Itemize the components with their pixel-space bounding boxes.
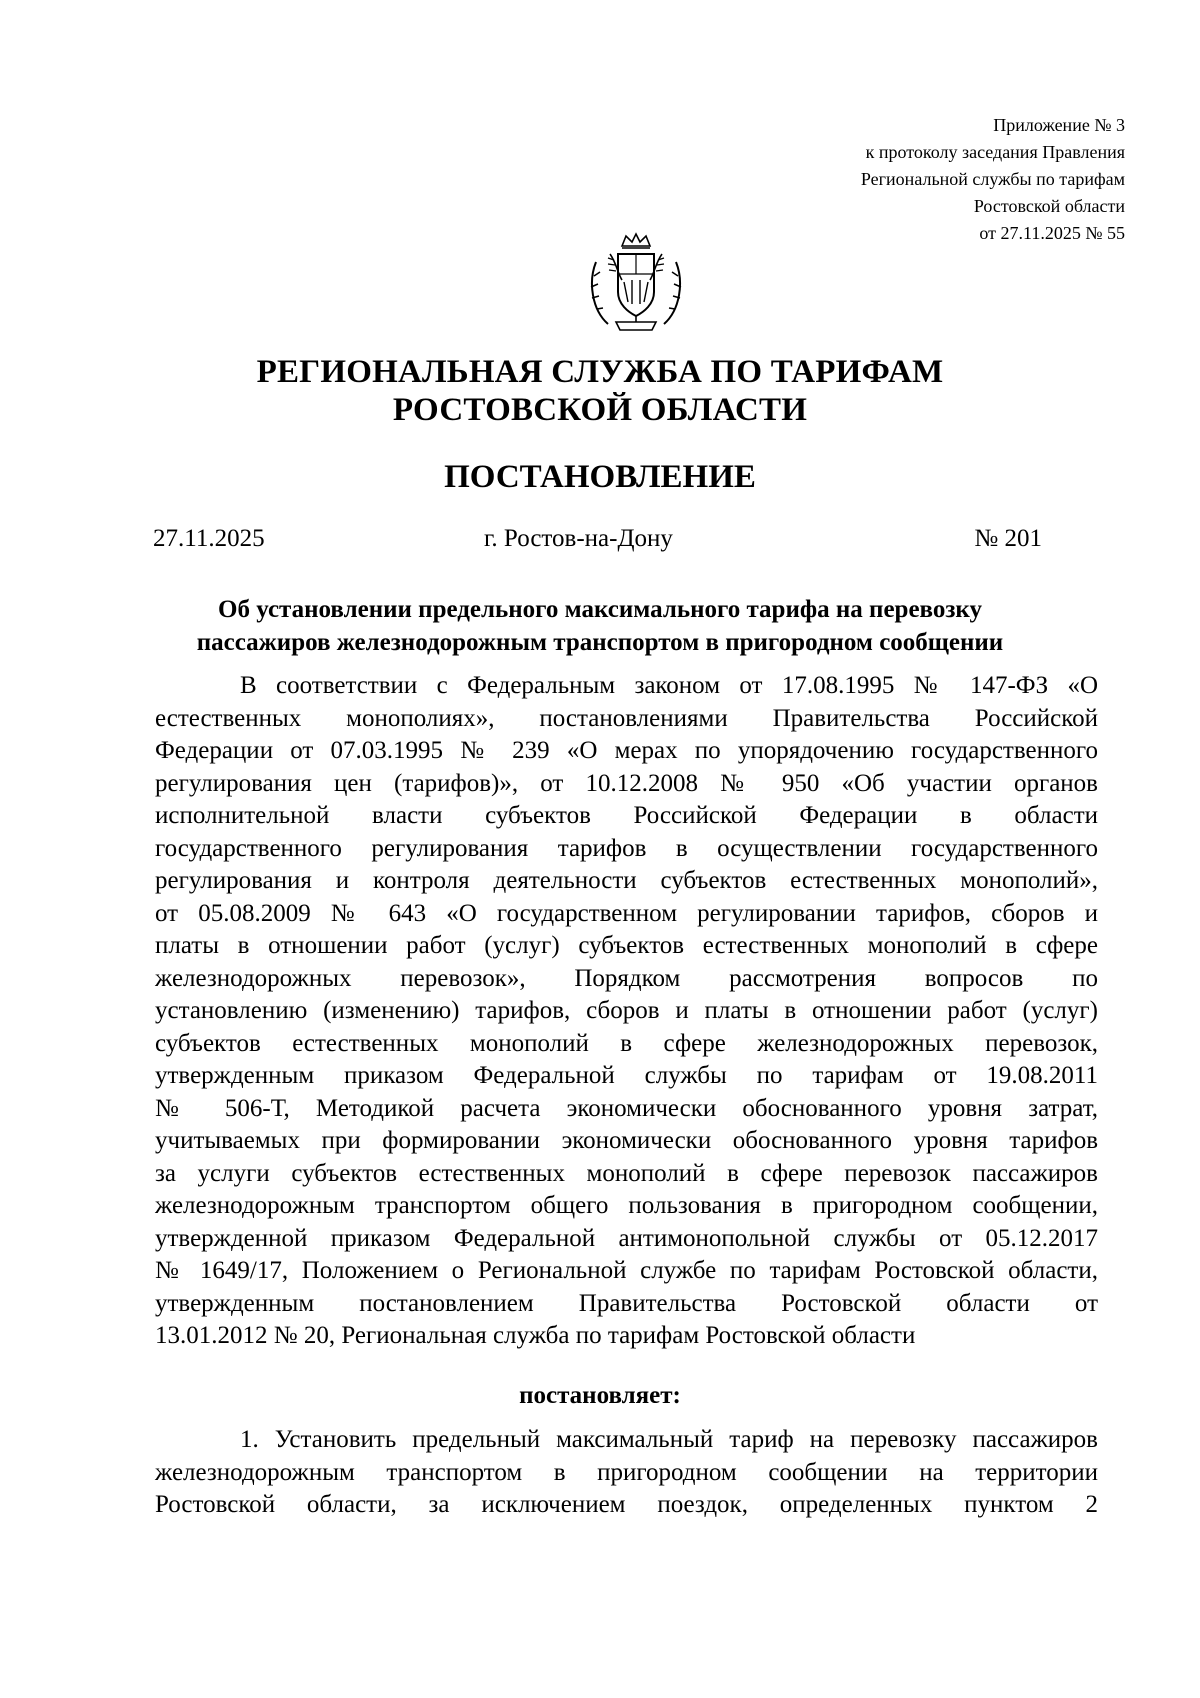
text-line: от 05.08.2009 № 643 «О государственном регулировании тарифов, сборов и <box>155 899 1098 927</box>
agency-name <box>0 353 1200 429</box>
text-line: исполнительной власти субъектов Российской Федерации в области <box>155 802 1098 829</box>
document-number: № 201 <box>974 525 1042 552</box>
text-line: № 1649/17, Положением о Региональной службе по тарифам Ростовской области, <box>155 1257 1098 1284</box>
text-line: железнодорожным транспортом общего пользования в пригородном сообщении, <box>155 1192 1098 1219</box>
text-line: за услуги субъектов естественных монополий в сфере перевозок пассажиров <box>155 1159 1098 1187</box>
text-line: государственного регулирования тарифов в осуществлении государственного <box>155 834 1098 862</box>
agency-name-line: РОСТОВСКОЙ ОБЛАСТИ <box>392 392 808 428</box>
text-line: субъектов естественных монополий в сфере железнодорожных перевозок, <box>155 1029 1098 1057</box>
text-line: утвержденным постановлением Правительства Ростовской области от <box>155 1289 1098 1317</box>
appendix-line: к протоколу заседания Правления <box>865 142 1125 162</box>
appendix-line: Региональной службы по тарифам <box>860 169 1125 189</box>
text-line: регулирования цен (тарифов)», от 10.12.2008 № 950 «Об участии органов <box>155 769 1098 797</box>
appendix-note <box>861 112 1125 247</box>
appendix-line: Приложение № 3 <box>993 115 1125 135</box>
text-line: учитываемых при формировании экономически обоснованного уровня тарифов <box>155 1127 1098 1154</box>
appendix-line: Ростовской области <box>973 196 1125 216</box>
subject-line: Об установлении предельного максимального тарифа на перевозку <box>218 596 982 623</box>
document-city: г. Ростов-на-Дону <box>484 525 673 552</box>
coat-of-arms-icon <box>586 232 686 334</box>
text-line: Федерации от 07.03.1995 № 239 «О мерах по упорядочению государственного <box>155 737 1098 764</box>
item-1-paragraph <box>155 1424 1098 1522</box>
document-type: ПОСТАНОВЛЕНИЕ <box>444 459 756 495</box>
text-line: № 506-Т, Методикой расчета экономически обоснованного уровня затрат, <box>155 1094 1098 1122</box>
text-line: 13.01.2012 № 20, Региональная служба по тарифам Ростовской области <box>155 1322 916 1349</box>
text-line: регулирования и контроля деятельности субъектов естественных монополий», <box>155 867 1098 894</box>
text-line: железнодорожным транспортом в пригородном сообщении на территории <box>155 1458 1098 1486</box>
preamble-paragraph <box>155 670 1098 1353</box>
subject-line: пассажиров железнодорожным транспортом в пригородном сообщении <box>196 629 1004 656</box>
text-line: железнодорожных перевозок», Порядком рассмотрения вопросов по <box>155 964 1098 992</box>
text-line: В соответствии с Федеральным законом от 17.08.1995 № 147-ФЗ «О <box>240 672 1098 699</box>
document-date: 27.11.2025 <box>153 525 265 552</box>
text-line: установлению (изменению) тарифов, сборов и платы в отношении работ (услуг) <box>155 997 1098 1024</box>
text-line: Ростовской области, за исключением поездок, определенных пунктом 2 <box>155 1491 1098 1518</box>
text-line: естественных монополиях», постановлениями Правительства Российской <box>155 704 1098 732</box>
text-line: утвержденной приказом Федеральной антимонопольной службы от 05.12.2017 <box>155 1224 1098 1252</box>
document-subject <box>0 593 1200 659</box>
appendix-line: от 27.11.2025 № 55 <box>979 223 1125 243</box>
text-line: платы в отношении работ (услуг) субъектов естественных монополий в сфере <box>155 932 1098 959</box>
text-line: утвержденным приказом Федеральной службы по тарифам от 19.08.2011 <box>155 1062 1098 1089</box>
text-line: 1. Установить предельный максимальный тариф на перевозку пассажиров <box>240 1426 1098 1453</box>
resolves-heading: постановляет: <box>519 1382 681 1409</box>
agency-name-line: РЕГИОНАЛЬНАЯ СЛУЖБА ПО ТАРИФАМ <box>256 354 944 390</box>
